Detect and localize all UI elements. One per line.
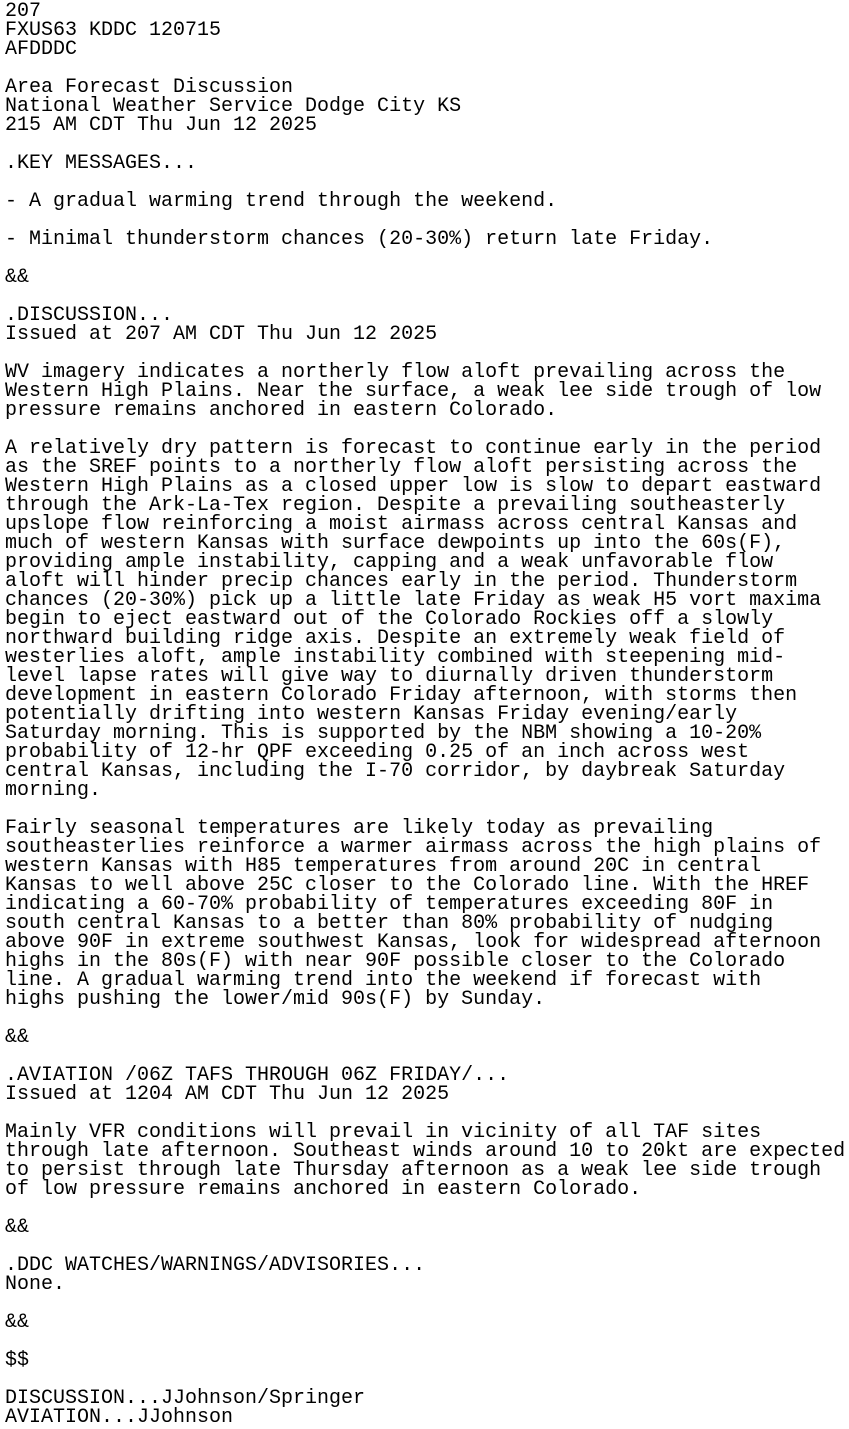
discussion-text-line: as the SREF points to a northerly flow aloft persisting across the: [5, 456, 798, 479]
aviation-heading: .AVIATION /06Z TAFS THROUGH 06Z FRIDAY/...: [5, 1064, 510, 1087]
product-end-marker: $$: [5, 1349, 30, 1372]
wmo-header-line: FXUS63 KDDC 120715: [5, 19, 222, 42]
issue-time: 215 AM CDT Thu Jun 12 2025: [5, 114, 318, 137]
discussion-text-line: much of western Kansas with surface dewpoints up into the 60s(F),: [5, 532, 786, 555]
awips-id-line: AFDDDC: [5, 38, 78, 61]
blank-line: [5, 1199, 849, 1218]
discussion-text-line: indicating a 60-70% probability of temperatures exceeding 80F in: [5, 893, 774, 916]
discussion-text-line: southeasterlies reinforce a warmer airmass across the high plains of: [5, 836, 822, 859]
blank-line: [5, 1294, 849, 1313]
aviation-text-line: to persist through late Thursday afternoon as a weak lee side trough: [5, 1159, 822, 1182]
product-title: Area Forecast Discussion: [5, 76, 294, 99]
blank-line: [5, 249, 849, 268]
issuing-office: National Weather Service Dodge City KS: [5, 95, 462, 118]
discussion-text-line: Kansas to well above 25C closer to the Colorado line. With the HREF: [5, 874, 810, 897]
discussion-issued: Issued at 207 AM CDT Thu Jun 12 2025: [5, 323, 438, 346]
discussion-text-line: Western High Plains as a closed upper low is slow to depart eastward: [5, 475, 822, 498]
key-message-item: - A gradual warming trend through the weekend.: [5, 190, 558, 213]
discussion-text-line: northward building ridge axis. Despite an extremely weak field of: [5, 627, 786, 650]
discussion-text-line: pressure remains anchored in eastern Colorado.: [5, 399, 558, 422]
discussion-text-line: begin to eject eastward out of the Colorado Rockies off a slowly: [5, 608, 774, 631]
section-separator: &&: [5, 1216, 30, 1239]
aviation-issued: Issued at 1204 AM CDT Thu Jun 12 2025: [5, 1083, 450, 1106]
discussion-credit: DISCUSSION...JJohnson/Springer: [5, 1387, 366, 1410]
section-separator: &&: [5, 1026, 30, 1049]
discussion-text-line: probability of 12-hr QPF exceeding 0.25 of an inch across west: [5, 741, 750, 764]
discussion-text-line: A relatively dry pattern is forecast to continue early in the period: [5, 437, 822, 460]
discussion-text-line: line. A gradual warming trend into the weekend if forecast with: [5, 969, 762, 992]
section-separator: &&: [5, 1311, 30, 1334]
discussion-text-line: central Kansas, including the I-70 corridor, by daybreak Saturday: [5, 760, 786, 783]
discussion-text-line: level lapse rates will give way to diurnally driven thunderstorm: [5, 665, 774, 688]
discussion-text-line: providing ample instability, capping and a weak unfavorable flow: [5, 551, 774, 574]
aviation-text-line: of low pressure remains anchored in eastern Colorado.: [5, 1178, 642, 1201]
discussion-text-line: south central Kansas to a better than 80% probability of nudging: [5, 912, 774, 935]
key-message-item: - Minimal thunderstorm chances (20-30%) return late Friday.: [5, 228, 714, 251]
discussion-text-line: highs in the 80s(F) with near 90F possible closer to the Colorado: [5, 950, 786, 973]
discussion-text-line: upslope flow reinforcing a moist airmass across central Kansas and: [5, 513, 798, 536]
discussion-text-line: through the Ark-La-Tex region. Despite a prevailing southeasterly: [5, 494, 786, 517]
aviation-text-line: Mainly VFR conditions will prevail in vicinity of all TAF sites: [5, 1121, 762, 1144]
discussion-text-line: Saturday morning. This is supported by the NBM showing a 10-20%: [5, 722, 762, 745]
discussion-text-line: potentially drifting into western Kansas Friday evening/early: [5, 703, 738, 726]
discussion-text-line: western Kansas with H85 temperatures from around 20C in central: [5, 855, 762, 878]
discussion-text-line: Western High Plains. Near the surface, a weak lee side trough of low: [5, 380, 822, 403]
discussion-text-line: highs pushing the lower/mid 90s(F) by Sunday.: [5, 988, 546, 1011]
discussion-text-line: aloft will hinder precip chances early in the period. Thunderstorm: [5, 570, 798, 593]
blank-line: [5, 1332, 849, 1351]
discussion-text-line: WV imagery indicates a northerly flow aloft prevailing across the: [5, 361, 786, 384]
blank-line: [5, 1009, 849, 1028]
discussion-text-line: development in eastern Colorado Friday afternoon, with storms then: [5, 684, 798, 707]
discussion-text-line: Fairly seasonal temperatures are likely today as prevailing: [5, 817, 714, 840]
watches-text: None.: [5, 1273, 66, 1296]
discussion-text-line: chances (20-30%) pick up a little late Friday as weak H5 vort maxima: [5, 589, 822, 612]
discussion-text-line: westerlies aloft, ample instability combined with steepening mid-: [5, 646, 786, 669]
key-messages-heading: .KEY MESSAGES...: [5, 152, 198, 175]
aviation-text-line: through late afternoon. Southeast winds around 10 to 20kt are expected: [5, 1140, 846, 1163]
aviation-credit: AVIATION...JJohnson: [5, 1406, 234, 1429]
discussion-text-line: morning.: [5, 779, 102, 802]
discussion-heading: .DISCUSSION...: [5, 304, 174, 327]
discussion-text-line: above 90F in extreme southwest Kansas, look for widespread afternoon: [5, 931, 822, 954]
section-separator: &&: [5, 266, 30, 289]
product-id-line: 207: [5, 0, 42, 23]
watches-heading: .DDC WATCHES/WARNINGS/ADVISORIES...: [5, 1254, 426, 1277]
